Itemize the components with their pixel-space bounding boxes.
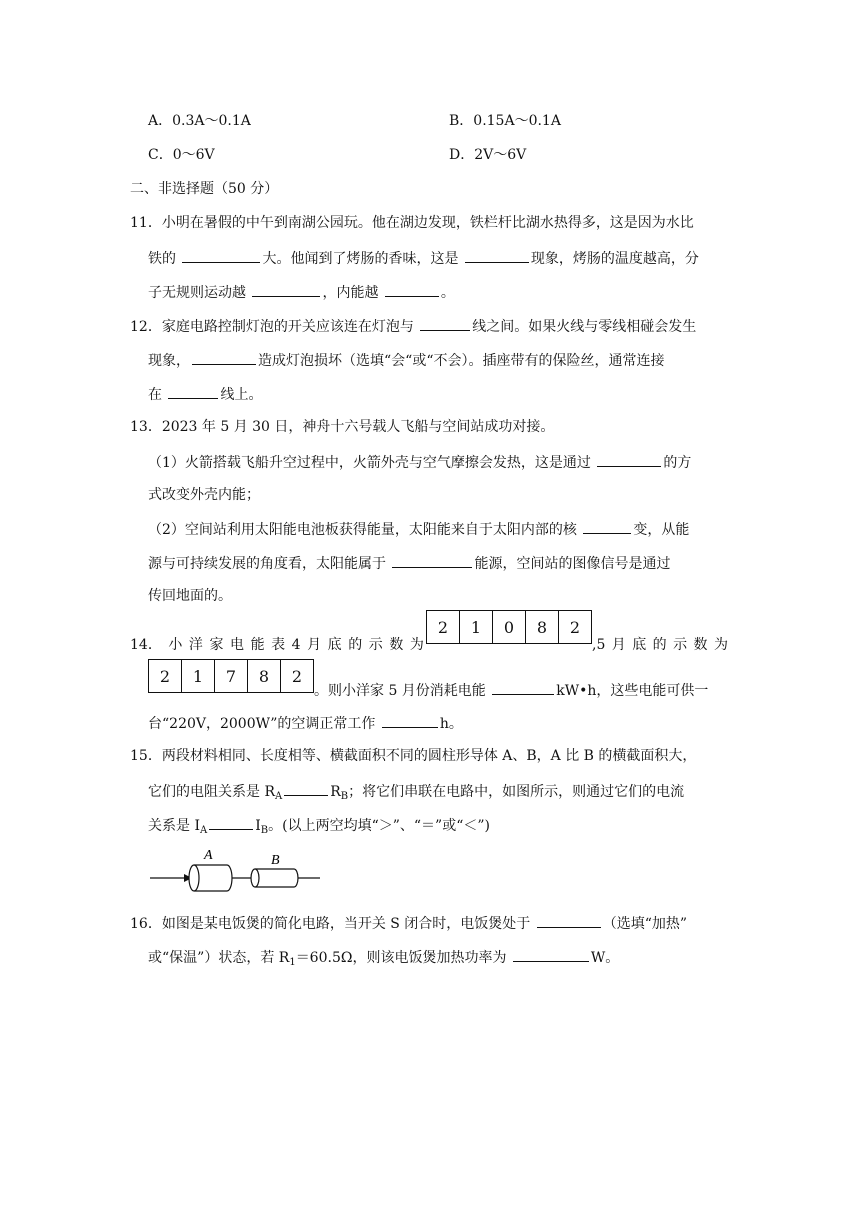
q14-word: 能 — [250, 637, 265, 653]
q11-line-2 — [148, 247, 699, 269]
q14-line-3 — [148, 712, 463, 734]
q15-line-1: 15．两段材料相同、长度相等、横截面积不同的圆柱形导体 A、B，A 比 B 的横截面积大， — [130, 748, 697, 764]
q12-text: 造成灯泡损坏（选填“会“或“不会）。插座带有的保险丝，通常连接 — [258, 353, 665, 369]
q14-word: 表 — [271, 637, 286, 653]
q14-line-1-tail — [592, 635, 728, 655]
q15-line-3 — [148, 814, 490, 841]
answer-blank[interactable] — [168, 383, 218, 399]
conductors-figure — [148, 845, 328, 897]
q12-text: 线上。 — [220, 387, 263, 403]
meter-digit: 2 — [291, 666, 303, 686]
q15-text: ；将它们串联在电路中，如图所示，则通过它们的电流 — [348, 784, 685, 800]
q15-text: 关系是 I — [148, 818, 200, 834]
q16-line-2 — [148, 946, 619, 973]
answer-blank[interactable] — [537, 912, 601, 928]
cylinder-a-face — [189, 865, 199, 891]
answer-blank[interactable] — [192, 349, 256, 365]
subscript: A — [199, 825, 208, 836]
q12-line-2 — [148, 349, 664, 371]
answer-blank[interactable] — [513, 946, 589, 962]
q11-text: 子无规则运动越 — [148, 285, 246, 301]
q13-line-6: 传回地面的。 — [148, 588, 232, 604]
label-a: A — [204, 848, 213, 863]
meter-digit: 2 — [569, 617, 581, 637]
meter-digit: 0 — [493, 611, 526, 643]
q14-word: 4 — [291, 637, 301, 653]
q16-text: 或“保温”）状态，若 R — [148, 950, 290, 966]
q11-text: 铁的 — [148, 251, 176, 267]
q12-text: 现象， — [148, 353, 190, 369]
q14-word: 为 — [713, 637, 728, 653]
q13-line-3: 式改变外壳内能； — [148, 487, 260, 503]
q11-text: 现象，烤肠的温度越高，分 — [530, 251, 699, 267]
q15-text: 。(以上两空均填“＞”、“＝”或“＜”) — [268, 818, 490, 834]
q14-line-1-lead — [130, 635, 424, 655]
answer-blank[interactable] — [583, 518, 631, 534]
q13-text: 源与可持续发展的角度看，太阳能属于 — [148, 556, 386, 572]
answer-blank[interactable] — [420, 315, 470, 331]
q16-text: ＝60.5Ω，则该电饭煲加热功率为 — [295, 950, 507, 966]
subscript: B — [260, 825, 269, 836]
q14-text: h。 — [439, 716, 463, 732]
q14-word: 数 — [693, 637, 708, 653]
meter-digit: 8 — [526, 611, 559, 643]
q12-text: 12．家庭电路控制灯泡的开关应该连在灯泡与 — [130, 319, 414, 335]
q13-line-4 — [148, 518, 689, 540]
q15-text: R — [330, 784, 341, 800]
q15-line-2 — [148, 780, 684, 807]
q14-text: 台“220V，2000W”的空调正常工作 — [148, 716, 376, 732]
cylinder-b-face — [251, 869, 259, 887]
q16-text: W。 — [590, 950, 620, 966]
q13-text: 能源，空间站的图像信号是通过 — [474, 556, 671, 572]
answer-blank[interactable] — [385, 281, 439, 297]
answer-blank[interactable] — [284, 780, 328, 796]
q14-word: 洋 — [188, 637, 203, 653]
q13-text: （2）空间站利用太阳能电池板获得能量，太阳能来自于太阳内部的核 — [148, 522, 577, 538]
cylinder-b-end — [294, 869, 298, 887]
answer-blank[interactable] — [252, 281, 320, 297]
q11-text: 大。他闻到了烤肠的香味，这是 — [262, 251, 459, 267]
q14-word: 为 — [409, 637, 424, 653]
q14-line-2 — [314, 679, 708, 701]
q13-line-1: 13．2023 年 5 月 30 日，神舟十六号载人飞船与空间站成功对接。 — [130, 419, 555, 435]
q14-word: 底 — [632, 637, 647, 653]
q16-line-1 — [130, 912, 687, 934]
meter-digit: 2 — [427, 611, 460, 643]
q13-text: 变，从能 — [633, 522, 690, 538]
q14-word: 14． — [130, 637, 162, 653]
q14-text: kW•h，这些电能可供一 — [556, 683, 709, 699]
q11-text: 。 — [440, 285, 455, 301]
subscript: B — [340, 791, 349, 802]
answer-blank[interactable] — [182, 247, 260, 263]
answer-blank[interactable] — [597, 451, 661, 467]
q14-word: 示 — [673, 637, 688, 653]
option-c: C．0～6V — [148, 147, 215, 163]
q12-line-1 — [130, 315, 696, 337]
answer-blank[interactable] — [492, 679, 554, 695]
meter-reading-may — [148, 659, 314, 693]
meter-digit: 1 — [182, 660, 215, 692]
q15-text: 它们的电阻关系是 R — [148, 784, 275, 800]
q16-text: （选填“加热” — [602, 916, 688, 932]
meter-digit: 1 — [460, 611, 493, 643]
q14-word: 数 — [389, 637, 404, 653]
q14-text: 。则小洋家 5 月份消耗电能 — [314, 683, 486, 699]
q14-word: 的 — [348, 637, 363, 653]
q11-line-1: 11．小明在暑假的中午到南湖公园玩。他在湖边发现，铁栏杆比湖水热得多，这是因为水比 — [130, 215, 694, 231]
q11-line-3 — [148, 281, 455, 303]
meter-digit: 7 — [215, 660, 248, 692]
label-b: B — [271, 853, 280, 868]
q14-word: 月 — [307, 637, 322, 653]
q14-word: 家 — [209, 637, 224, 653]
q14-word: ,5 — [592, 637, 606, 653]
q13-text: 的方 — [663, 455, 692, 471]
q12-text: 线之间。如果火线与零线相碰会发生 — [472, 319, 697, 335]
option-d: D．2V～6V — [449, 147, 527, 163]
q14-word: 底 — [327, 637, 342, 653]
answer-blank[interactable] — [209, 814, 253, 830]
q16-text: 16．如图是某电饭煲的简化电路，当开关 S 闭合时，电饭煲处于 — [130, 916, 531, 932]
meter-digit: 2 — [149, 660, 182, 692]
subscript: 1 — [289, 957, 296, 968]
q13-text: （1）火箭搭载飞船升空过程中，火箭外壳与空气摩擦会发热，这是通过 — [148, 455, 591, 471]
subscript: A — [275, 791, 283, 802]
q14-word: 的 — [652, 637, 667, 653]
answer-blank[interactable] — [465, 247, 529, 263]
q15-text: I — [255, 818, 261, 834]
answer-blank[interactable] — [382, 712, 438, 728]
q12-text: 在 — [148, 387, 162, 403]
q13-line-2 — [148, 451, 691, 473]
cylinder-a-end — [227, 865, 232, 891]
q11-text: ，内能越 — [322, 285, 379, 301]
q12-line-3 — [148, 383, 262, 405]
answer-blank[interactable] — [392, 552, 472, 568]
q14-word: 示 — [368, 637, 383, 653]
q14-word: 月 — [611, 637, 626, 653]
meter-reading-april — [426, 610, 592, 644]
q13-line-5 — [148, 552, 670, 574]
q14-word: 小 — [168, 637, 183, 653]
section-heading: 二、非选择题（50 分） — [130, 181, 279, 197]
q14-word: 电 — [230, 637, 245, 653]
option-a: A．0.3A～0.1A — [148, 113, 251, 129]
option-b: B．0.15A～0.1A — [449, 113, 561, 129]
meter-digit: 8 — [248, 660, 281, 692]
